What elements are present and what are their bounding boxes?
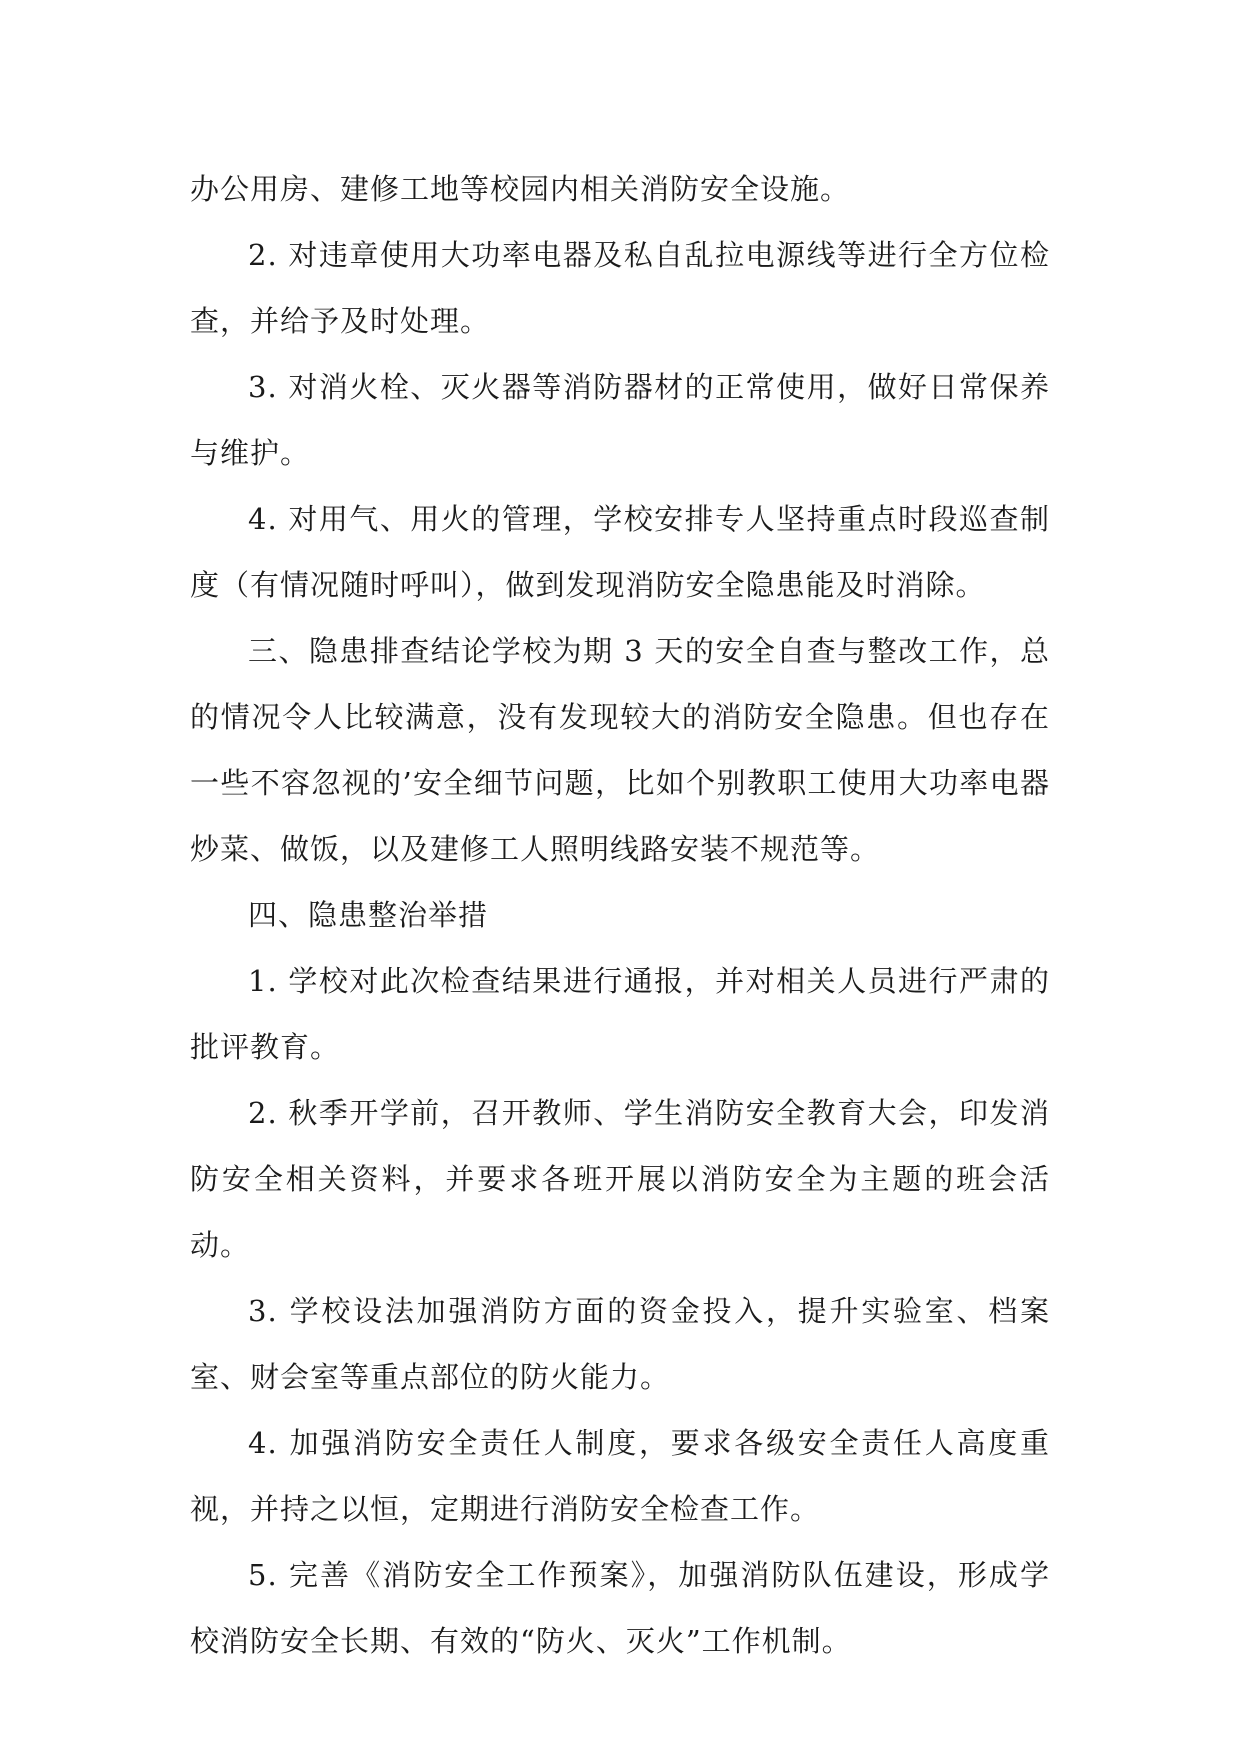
paragraph-measure-1: 1. 学校对此次检查结果进行通报，并对相关人员进行严肃的批评教育。 <box>190 964 1050 1064</box>
paragraph-item-3-equipment-maintenance: 3. 对消火栓、灭火器等消防器材的正常使用，做好日常保养与维护。 <box>190 370 1050 470</box>
paragraph-continuation: 办公用房、建修工地等校园内相关消防安全设施。 <box>190 172 851 206</box>
document-body <box>190 156 1050 1674</box>
paragraph-measure-4: 4. 加强消防安全责任人制度，要求各级安全责任人高度重视，并持之以恒，定期进行消防安全检查工作。 <box>190 1426 1050 1526</box>
paragraph-measure-5: 5. 完善《消防安全工作预案》，加强消防队伍建设，形成学校消防安全长期、有效的“防火、灭火”工作机制。 <box>190 1558 1050 1658</box>
paragraph-section-3-conclusion: 三、隐患排查结论学校为期 3 天的安全自查与整改工作，总的情况令人比较满意，没有发现较大的消防安全隐患。但也存在一些不容忽视的’安全细节问题，比如个别教职工使用大功率电器炒菜、做饭，以及建修工人照明线路安装不规范等。 <box>190 634 1050 866</box>
paragraph-item-2-electrical-check: 2. 对违章使用大功率电器及私自乱拉电源线等进行全方位检查，并给予及时处理。 <box>190 238 1050 338</box>
section-heading-4-measures: 四、隐患整治举措 <box>248 898 489 932</box>
paragraph-measure-3: 3. 学校设法加强消防方面的资金投入，提升实验室、档案室、财会室等重点部位的防火能力。 <box>190 1294 1050 1394</box>
paragraph-measure-2: 2. 秋季开学前，召开教师、学生消防安全教育大会，印发消防安全相关资料，并要求各班开展以消防安全为主题的班会活动。 <box>190 1096 1050 1262</box>
paragraph-item-4-gas-fire-management: 4. 对用气、用火的管理，学校安排专人坚持重点时段巡查制度（有情况随时呼叫），做到发现消防安全隐患能及时消除。 <box>190 502 1050 602</box>
